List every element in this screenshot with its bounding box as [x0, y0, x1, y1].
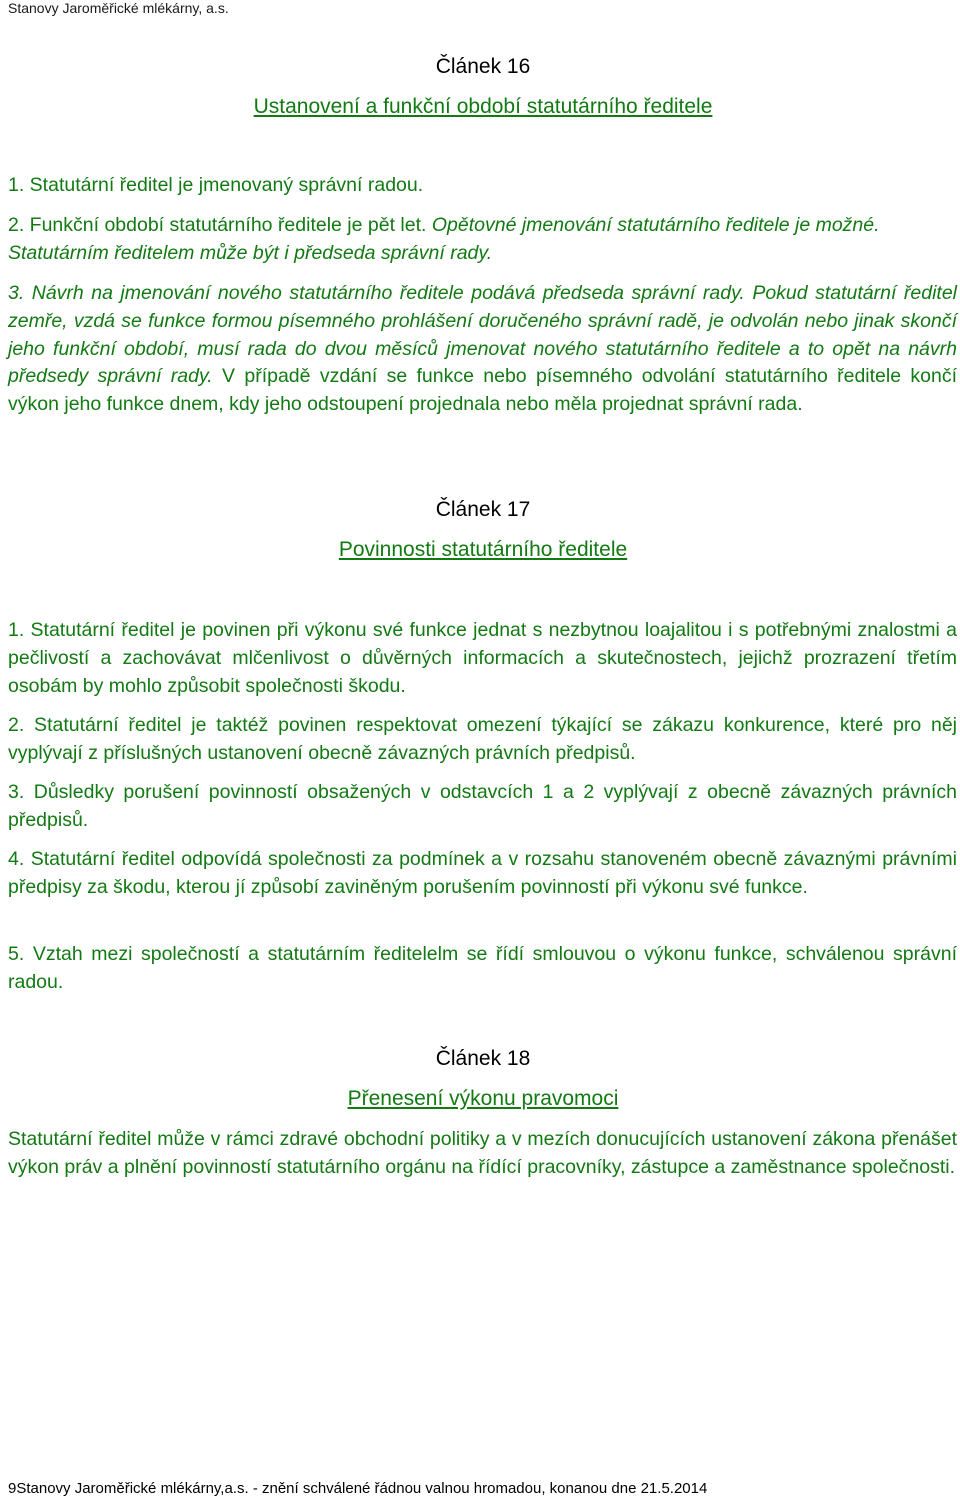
article-18-paragraph-1: Statutární ředitel může v rámci zdravé obchodní politiky a v mezích donucujících ustanovení zákona přenášet výkon práv a plnění povinností statutárního orgánu na řídící pracovníky, zástupce a zaměstnance společnosti.	[8, 1128, 957, 1178]
article-16-p3-part-c: V případě vzdání se funkce nebo písemného odvolání statutárního ředitele končí výkon jeho funkce dnem, kdy jeho odstoupení projednala nebo měla projednat správní rada.	[8, 365, 958, 416]
article-16-p2-part-b: Opětovné jmenování statutárního ředitele je možné. Statutárním ředitelem může být i předseda správní rady.	[8, 214, 880, 264]
footer-text: Stanovy Jaroměřické mlékárny,a.s. - znění schválené řádnou valnou hromadou, konanou dne 21.5.2014	[16, 1480, 708, 1497]
article-17-paragraph-3: 3. Důsledky porušení povinností obsažených v odstavcích 1 a 2 vyplývají z obecně závazných právních předpisů.	[8, 781, 957, 831]
article-16-paragraph-2	[8, 212, 957, 268]
page-header: Stanovy Jaroměřické mlékárny, a.s.	[8, 0, 229, 16]
article-16-p3-part-a: 3. Návrh na jmenování nového statutárního ředitele podává předseda správní rady.	[8, 282, 745, 304]
article-16-number: Článek 16	[435, 55, 531, 78]
page-footer	[8, 1480, 707, 1497]
article-16-paragraph-3	[8, 280, 957, 419]
article-17-paragraph-5: 5. Vztah mezi společností a statutárním ředitelelm se řídí smlouvou o výkonu funkce, schválenou správní radou.	[8, 943, 957, 993]
article-17-paragraph-2: 2. Statutární ředitel je taktéž povinen respektovat omezení týkající se zákazu konkurence, které pro něj vyplývají z příslušných ustanovení obecně závazných právních předpisů.	[8, 714, 957, 764]
article-18-title: Přenesení výkonu pravomoci	[347, 1087, 619, 1110]
article-16-title: Ustanovení a funkční období statutárního ředitele	[253, 95, 713, 118]
article-16-p2-part-a: 2. Funkční období statutárního ředitele je pět let.	[8, 214, 427, 236]
article-17-paragraph-1: 1. Statutární ředitel je povinen při výkonu své funkce jednat s nezbytnou loajalitou i s potřebnými znalostmi a pečlivostí a zachovávat mlčenlivost o důvěrných informacích a skutečnostech, jejichž prozrazení třetím osobám by mohlo způsobit společnosti škodu.	[8, 619, 957, 697]
page-number: 9	[8, 1480, 17, 1497]
article-17-paragraph-4: 4. Statutární ředitel odpovídá společnosti za podmínek a v rozsahu stanoveném obecně závaznými právními předpisy za škodu, kterou jí způsobí zaviněným porušením povinností při výkonu své funkce.	[8, 848, 957, 898]
article-18-number: Článek 18	[435, 1047, 531, 1070]
article-17-number: Článek 17	[435, 498, 531, 521]
article-16-paragraph-1: 1. Statutární ředitel je jmenovaný správní radou.	[8, 174, 424, 196]
article-16-p3-part-b: Pokud statutární ředitel zemře, vzdá se funkce formou písemného prohlášení doručeného správní radě, je odvolán nebo jinak skončí jeho funkční období, musí rada do dvou měsíců jmenovat nového statutárního ředitele a to opět na návrh předsedy správní rady.	[8, 282, 957, 388]
article-17-title: Povinnosti statutárního ředitele	[338, 538, 628, 561]
